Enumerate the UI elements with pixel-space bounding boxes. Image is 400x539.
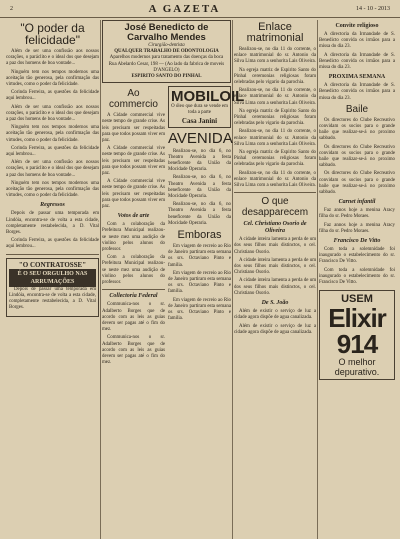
article-paragraph: Na egreja matriz de Espirito Santo do Pinhal ceremonias religiosas foram celebradas pelo vigario da parochia. <box>234 150 316 168</box>
article-paragraph: A directoria da Irmandade de S. Benedicto convida os irmãos para a missa do dia 23. <box>319 52 395 71</box>
article-paragraph: Na egreja matriz de Espirito Santo do Pinhal ceremonias religiosas foram celebradas pelo vigario da parochia. <box>234 67 316 86</box>
article-paragraph: Os directores do Clube Recreativo convidam os socios para o grande baile que realizar-se-á no proximo sabbado. <box>319 144 395 169</box>
commerce-article <box>102 86 165 368</box>
elixir-slogan: O melhor depurativo. <box>334 357 380 378</box>
page-header <box>0 0 400 18</box>
article-title: Enlace matrimonial <box>246 21 304 44</box>
article-paragraph: A directoria da Irmandade de S. Benedicto convida os irmãos para a missa do dia 23. <box>319 32 395 50</box>
section-heading: Carnet infantil <box>338 199 376 206</box>
article-paragraph: Além de ser uma confissão aos nossos corações, o paráclito e o ideal dos que desejam a paz dos homens de boa vontade... <box>6 104 99 123</box>
article-paragraph: A Cidade commercial vive neste tempo de grande crise. As leis precisam ser respeitadas para que todos possam viver em paz. <box>102 179 165 210</box>
article-paragraph: Realizou-se, no dia 11 do corrente, o enlace matrimonial do sr. Antonio da Silva Lima com a senhorita Lais Oliveira. <box>234 88 316 106</box>
article-paragraph: Communica-nos o sr. Adalberto Borges que de acordo com as leis as guias devem ser pagas até o fim do mez. <box>102 302 165 333</box>
ad-role: Cirurgião-dentista <box>148 43 185 48</box>
section-heading: Francisco De Vitto <box>333 238 381 245</box>
mobiloil-slogan: O óleo que dura se vende em toda a parte <box>171 104 228 116</box>
article-paragraph: Corinda Ferreira, as questões da felicidade aqui lembrou... <box>6 90 99 102</box>
article-paragraph: Corinda Ferreira, as questões da felicidade aqui lembrou... <box>6 238 99 250</box>
page-number: 2 <box>10 5 13 12</box>
ad-line: QUALQUER TRABALHO DE ODONTOLOGIA <box>114 49 219 55</box>
article-paragraph: Corinda Ferreira, as questões da felicidade aqui lembrou... <box>6 145 99 158</box>
article-paragraph: Com toda a solemnidade foi inaugurado o estabelecimento do sr. Francisco De Vitto. <box>319 267 395 286</box>
column-rule <box>317 20 318 539</box>
article-paragraph: Realizou-se, no dia 11 do corrente, o enlace matrimonial do sr. Antonio da Silva Lima com a senhorita Lais Oliveira. <box>234 47 316 65</box>
article-paragraph: Além de existir o serviço de luz a cidade agora dispõe de agua canalizada. <box>234 323 316 335</box>
divider <box>102 289 165 290</box>
column-3 <box>234 20 316 539</box>
elixir-usem: USEM <box>341 293 373 306</box>
ad-line: Aparelhos modernos para tratamento das doenças da boca <box>109 55 224 61</box>
article-paragraph: Em viagem de recreio ao Rio de Janeiro partiram esta semana os srs. Octaviano Pinto e familia. <box>168 244 231 268</box>
ad-text: Depois de passar uma temporada em Lindóia, encontra-se de volta a esta cidade, completamente restabelecida, a D. Vital Borges. <box>9 286 96 311</box>
article-paragraph: Com toda a solemnidade foi inaugurado o estabelecimento do sr. Francisco De Vitto. <box>319 247 395 265</box>
article-paragraph: Ninguém tem nos tempos modernos uma aceitação tão generosa, pela confirmação das virtudes, como o poder da felicidade. <box>6 180 99 199</box>
mobiloil-brand: MOBILOIL <box>171 88 245 106</box>
article-paragraph: A Cidade commercial vive neste tempo de grande crise. As leis precisam ser respeitadas para que todos possam viver em paz. <box>102 146 165 177</box>
article-title: Baile <box>345 103 369 115</box>
ad-name: José Benedicto de Carvalho Mendes <box>124 22 209 43</box>
article-paragraph: Além de existir o serviço de luz a cidade agora dispõe de agua canalizada. <box>234 309 316 321</box>
article-paragraph: Faz annos hoje a menina Aracy filha do sr. Pedro Moraes. <box>319 222 395 234</box>
ad-address: Rua Abelardo Cesar, 198 — (Ao lado da fabrica de moveis D'ANGELO) <box>108 61 225 73</box>
avenida-article <box>168 86 245 368</box>
article-paragraph: Faz annos hoje a menina Aracy filha do sr. Pedro Moraes. <box>319 208 395 220</box>
article-title: "O poder da felicidade" <box>20 21 85 47</box>
ad-slogan: É O SEU ORGULHO NAS ARRUMAÇÕES <box>9 269 96 287</box>
article-paragraph: Os directores do Clube Recreativo convidam os socios para o grande baile que realizar-se-á no proximo sabbado. <box>319 117 395 142</box>
article-paragraph: Ninguém tem nos tempos modernos uma aceitação tão generosa, pela confirmação das virtudes, como o poder da felicidade. <box>6 69 99 88</box>
dentist-ad <box>102 20 231 83</box>
mobiloil-ad <box>168 86 245 127</box>
mobiloil-dealer: Casa Janini <box>181 116 218 125</box>
article-paragraph: Realizou-se, no dia 11 do corrente, o enlace matrimonial do sr. Antonio da Silva Lima com a senhorita Lais Oliveira. <box>234 129 316 147</box>
article-paragraph: Depois de passar uma temporada em Lindóia, encontra-se de volta a esta cidade, completamente restabelecida, a D. Vital Borges. <box>6 211 99 236</box>
article-paragraph: Na egreja matriz de Espirito Santo do Pinhal ceremonias religiosas foram celebradas pelo vigario da parochia. <box>234 108 316 127</box>
divider <box>234 192 316 193</box>
article-paragraph: A Cidade commercial vive neste tempo de grande crise. As leis precisam ser respeitadas para que todos possam viver em paz. <box>102 113 165 144</box>
section-heading: Convite religioso <box>335 23 379 29</box>
article-paragraph: Em viagem de recreio ao Rio de Janeiro partiram esta semana os srs. Octaviano Pinto e familia. <box>168 270 231 295</box>
ad-city: ESPIRITO SANTO DO PINHAL <box>131 74 202 80</box>
section-heading: PROXIMA SEMANA <box>328 74 386 81</box>
section-title: Emboras <box>177 229 222 242</box>
elixir-brand: Elixir 914 <box>328 303 386 360</box>
ad-title: "O CONTRATOSSE" <box>18 260 87 269</box>
section-heading: Votos de arte <box>117 213 150 220</box>
column-rule <box>100 20 101 539</box>
article-paragraph: A directoria da Irmandade de S. Benedicto convida os irmãos para a missa do dia 23. <box>319 83 395 101</box>
issue-date: 14 - 10 - 2013 <box>355 5 390 12</box>
article-paragraph: Com a colaboração da Prefeitura Municipal realizou-se neste mez uma audição de violino pelos alunos do professor. <box>102 255 165 286</box>
newspaper-title: A GAZETA <box>148 2 221 15</box>
article-paragraph: Realizou-se, no dia 11 do corrente, o enlace matrimonial do sr. Antonio da Silva Lima com a senhorita Lais Oliveira. <box>234 170 316 189</box>
article-paragraph: Além de ser uma confissão aos nossos corações, o paráclito e o ideal dos que desejam a paz dos homens de boa vontade... <box>6 49 99 67</box>
article-paragraph: A cidade inteira lamenta a perda de um dos seus filhos mais distinctos, o cel. Christiano Osorio. <box>234 237 316 255</box>
article-paragraph: Realizou-se, no dia 6, no Theatro Avenida a festa beneficente da União da Mocidade Operaria. <box>168 202 231 226</box>
column-2 <box>102 20 245 539</box>
divider <box>6 254 99 255</box>
elixir-ad <box>319 290 395 380</box>
avenida-title: AVENIDA <box>168 129 233 147</box>
article-paragraph: Em viagem de recreio ao Rio de Janeiro partiram esta semana os srs. Octaviano Pinto e familia. <box>168 297 231 322</box>
article-paragraph: Os directores do Clube Recreativo convidam os socios para o grande baile que realizar-se-á no proximo sabbado. <box>319 171 395 196</box>
section-heading: Collectoria Federal <box>109 293 158 300</box>
article-title: O que desapparecem <box>241 196 309 219</box>
section-heading: Regressos <box>40 202 65 209</box>
column-4 <box>319 20 395 539</box>
contratosse-ad <box>6 258 99 317</box>
article-paragraph: Realizou-se, no dia 6, no Theatro Avenida a festa beneficente da União da Mocidade Operaria. <box>168 175 231 200</box>
article-paragraph: Communica-nos o sr. Adalberto Borges que de acordo com as leis as guias devem ser pagas até o fim do mez. <box>102 335 165 366</box>
article-paragraph: Realizou-se, no dia 6, no Theatro Avenida a festa beneficente da União da Mocidade Operaria. <box>168 148 231 173</box>
article-paragraph: Além de ser uma confissão aos nossos corações, o paráclito e o ideal dos que desejam a paz dos homens de boa vontade... <box>6 160 99 178</box>
article-subtitle: Cel. Christiano Osorio de Oliveira <box>243 221 307 235</box>
section-heading: De S. João <box>261 300 289 307</box>
article-paragraph: Com a colaboração da Prefeitura Municipal realizou-se neste mez uma audição de violino pelos alunos do professor. <box>102 222 165 253</box>
article-title: Ao commercio <box>109 88 158 111</box>
article-paragraph: A cidade inteira lamenta a perda de um dos seus filhos mais distinctos, o cel. Christiano Osorio. <box>234 257 316 276</box>
article-paragraph: A cidade inteira lamenta a perda de um dos seus filhos mais distinctos, o cel. Christiano Osorio. <box>234 278 316 296</box>
column-1 <box>6 20 99 539</box>
article-paragraph: Ninguém tem nos tempos modernos uma aceitação tão generosa, pela confirmação das virtudes, como o poder da felicidade. <box>6 125 99 143</box>
